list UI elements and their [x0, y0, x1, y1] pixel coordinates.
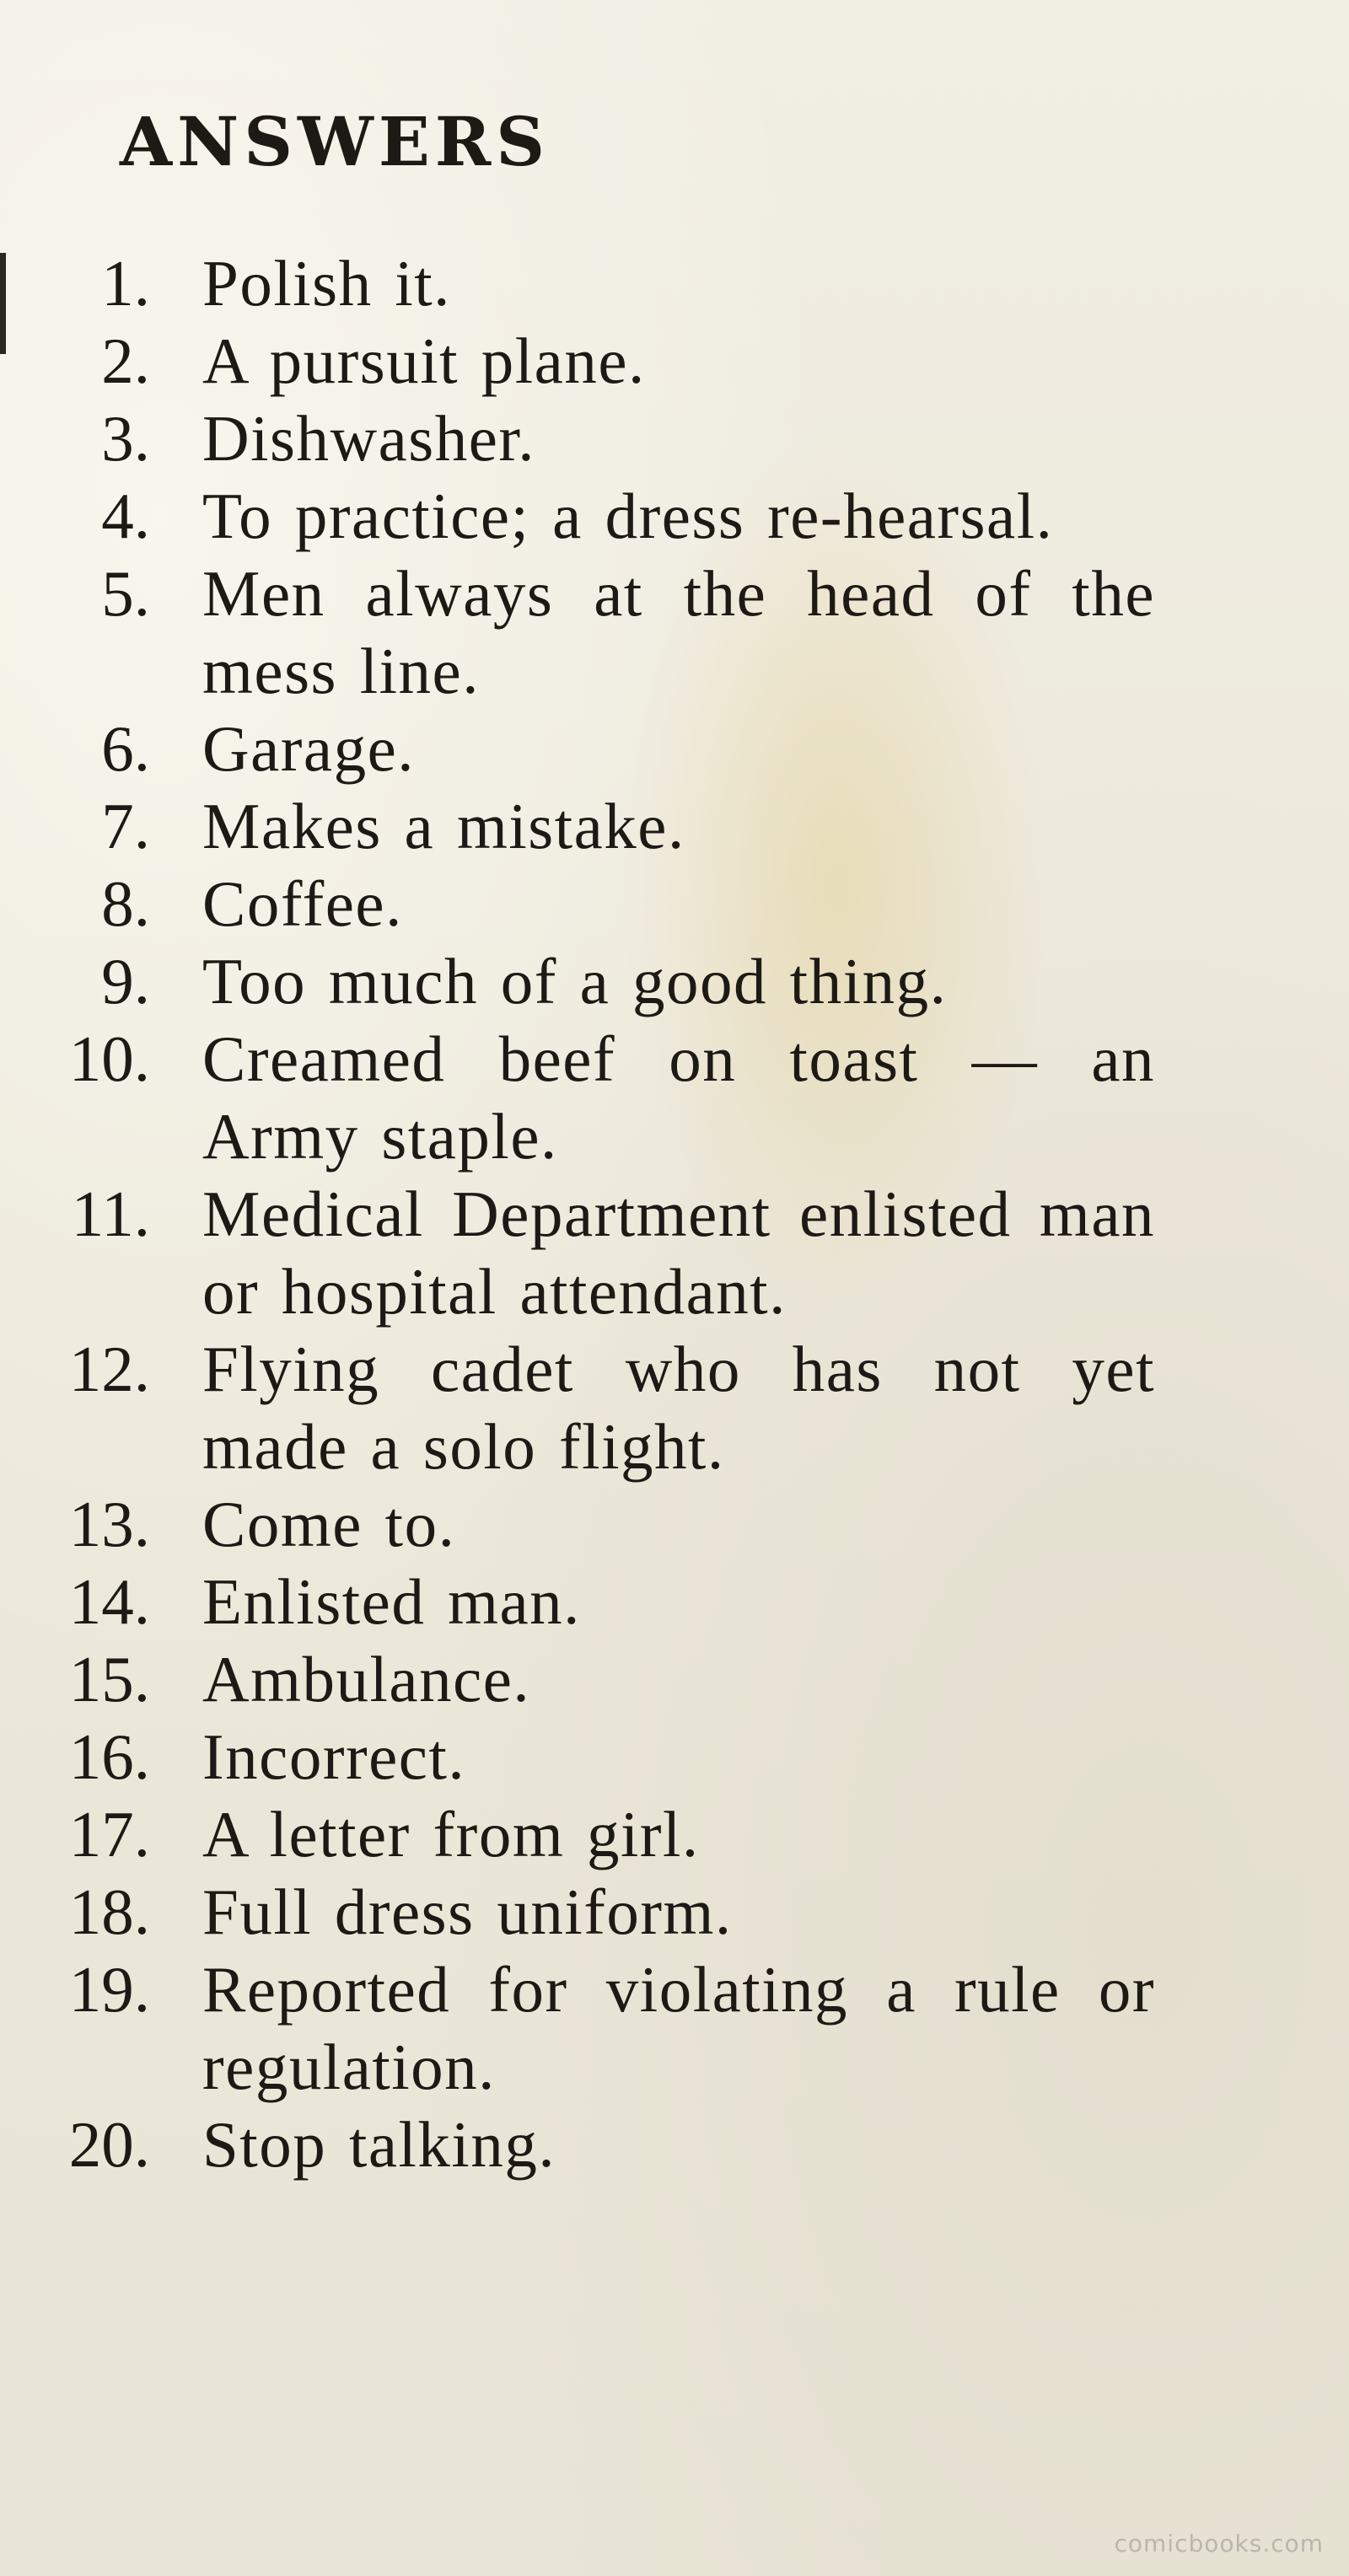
item-text: Reported for violating a rule or regulation. [202, 1953, 1155, 2103]
item-number: 15. [68, 1643, 150, 1715]
list-item [0, 1175, 1349, 1330]
item-text: Coffee. [202, 867, 403, 940]
list-item [0, 1563, 1349, 1640]
item-number: 13. [68, 1488, 150, 1560]
list-item [0, 2106, 1349, 2183]
list-item [0, 555, 1349, 710]
item-number: 12. [68, 1333, 150, 1405]
item-text: To practice; a dress re-hearsal. [202, 480, 1054, 552]
item-number: 6. [101, 712, 150, 785]
list-item [0, 477, 1349, 555]
item-text: Too much of a good thing. [202, 945, 948, 1017]
item-number: 5. [101, 557, 150, 630]
item-text: Flying cadet who has not yet made a solo flight. [202, 1333, 1155, 1483]
item-number: 7. [101, 790, 150, 862]
list-item [0, 1485, 1349, 1563]
answer-list [0, 244, 1349, 2183]
item-number: 4. [101, 480, 150, 552]
item-text: Polish it. [202, 247, 451, 319]
item-text: Incorrect. [202, 1720, 466, 1793]
item-number: 18. [68, 1876, 150, 1948]
list-item [0, 1795, 1349, 1873]
item-number: 19. [68, 1953, 150, 2026]
item-number: 11. [71, 1178, 150, 1250]
item-text: A letter from girl. [202, 1798, 700, 1870]
list-item [0, 1640, 1349, 1718]
item-text: Creamed beef on toast — an Army staple. [202, 1022, 1155, 1173]
watermark: comicbooks.com [1114, 2530, 1324, 2557]
list-item [0, 400, 1349, 477]
list-item [0, 942, 1349, 1020]
item-text: Dishwasher. [202, 402, 536, 475]
page-title: ANSWERS [120, 102, 551, 181]
item-number: 1. [101, 247, 150, 319]
item-text: Garage. [202, 712, 416, 785]
item-text: Enlisted man. [202, 1565, 581, 1638]
item-number: 9. [101, 945, 150, 1017]
list-item [0, 1873, 1349, 1951]
list-item [0, 1718, 1349, 1795]
list-item [0, 244, 1349, 322]
item-number: 17. [68, 1798, 150, 1870]
item-text: Medical Department enlisted man or hospital attendant. [202, 1178, 1155, 1328]
item-number: 16. [68, 1720, 150, 1793]
item-text: Men always at the head of the mess line. [202, 557, 1155, 707]
list-item [0, 865, 1349, 942]
item-text: A pursuit plane. [202, 325, 646, 397]
item-text: Full dress uniform. [202, 1876, 733, 1948]
list-item [0, 322, 1349, 400]
list-item [0, 787, 1349, 865]
item-text: Come to. [202, 1488, 456, 1560]
item-number: 3. [101, 402, 150, 475]
list-item [0, 1330, 1349, 1485]
list-item [0, 1951, 1349, 2106]
item-number: 14. [68, 1565, 150, 1638]
item-number: 8. [101, 867, 150, 940]
item-number: 20. [68, 2108, 150, 2181]
item-text: Stop talking. [202, 2108, 556, 2181]
item-text: Makes a mistake. [202, 790, 685, 862]
list-item [0, 710, 1349, 787]
list-item [0, 1020, 1349, 1175]
item-text: Ambulance. [202, 1643, 531, 1715]
item-number: 10. [68, 1022, 150, 1095]
item-number: 2. [101, 325, 150, 397]
